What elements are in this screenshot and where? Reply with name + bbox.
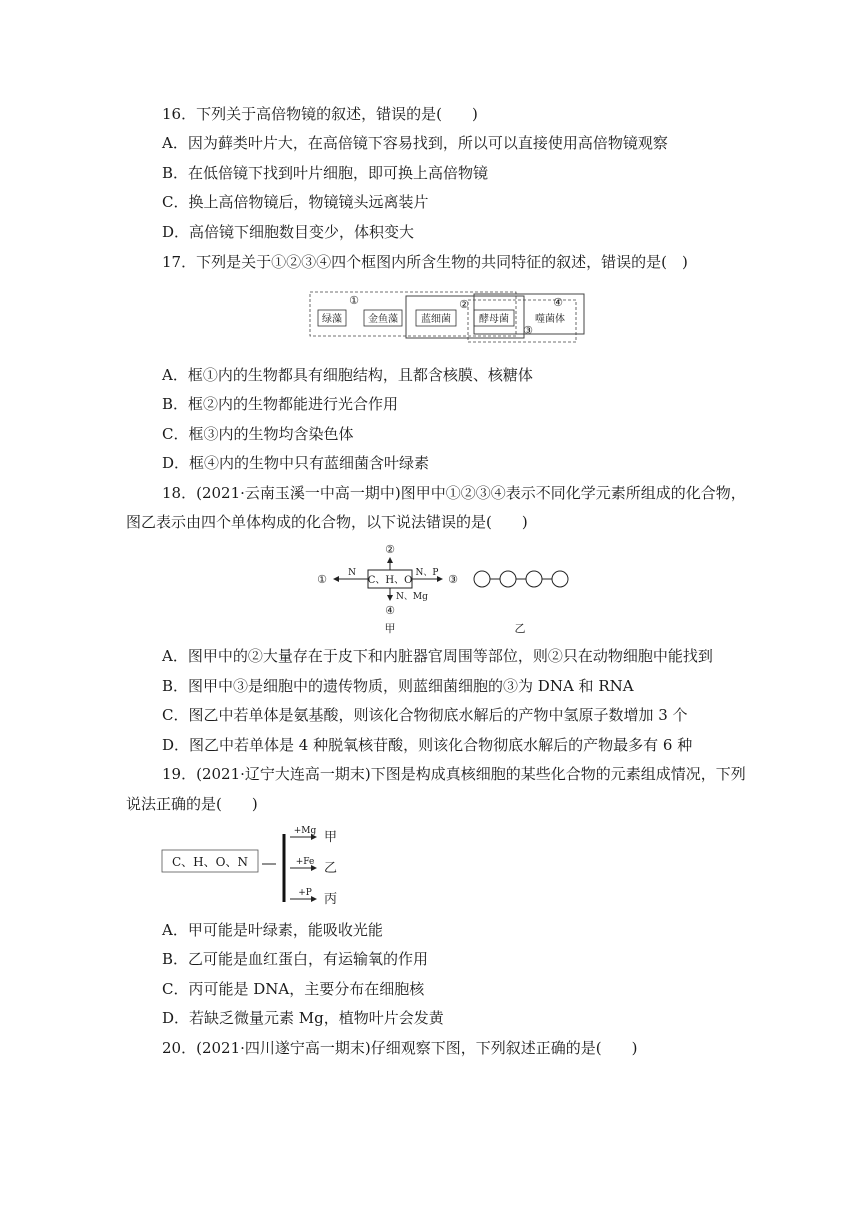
branch-mg: +Mg — [293, 826, 317, 836]
q16-option-c: C．换上高倍物镜后，物镜镜头远离装片 — [162, 193, 429, 211]
q18-stem-line2: 图乙表示由四个单体构成的化合物，以下说法错误的是( ) — [126, 513, 528, 531]
q16-option-d: D．高倍镜下细胞数目变少，体积变大 — [162, 223, 415, 241]
q19-option-d: D．若缺乏微量元素 Mg，植物叶片会发黄 — [162, 1009, 444, 1027]
q19-figure — [160, 820, 360, 912]
q19-stem-line1: 19．(2021·辽宁大连高一期末)下图是构成真核细胞的某些化合物的元素组成情况，下列 — [162, 765, 746, 783]
q18-option-c: C．图乙中若单体是氨基酸，则该化合物彻底水解后的产物中氢原子数增加 3 个 — [162, 706, 688, 724]
q19-stem-line2: 说法正确的是( ) — [126, 795, 258, 813]
q17-option-c: C．框③内的生物均含染色体 — [162, 425, 354, 443]
mark3: ③ — [448, 573, 458, 586]
left-label: N — [348, 568, 356, 578]
mark4: ④ — [385, 604, 395, 617]
q19-option-b: B．乙可能是血红蛋白，有运输氧的作用 — [162, 950, 429, 968]
result-jia: 甲 — [324, 830, 338, 845]
down-label: N、Mg — [396, 592, 428, 602]
q17-venn-figure — [308, 290, 590, 346]
result-yi: 乙 — [324, 861, 338, 876]
mark1: ① — [317, 573, 327, 586]
label-jinyuzao: 金鱼藻 — [368, 314, 398, 325]
q18-option-b: B．图甲中③是细胞中的遗传物质，则蓝细菌细胞的③为 DNA 和 RNA — [162, 677, 634, 695]
element-box-label: C、H、O、N — [172, 855, 248, 869]
center-label: C、H、O — [367, 575, 413, 586]
q19-option-a: A．甲可能是叶绿素，能吸收光能 — [162, 921, 383, 939]
q18-figure — [312, 538, 592, 638]
q19-option-c: C．丙可能是 DNA，主要分布在细胞核 — [162, 980, 425, 998]
q16-option-a: A．因为藓类叶片大，在高倍镜下容易找到，所以可以直接使用高倍物镜观察 — [162, 134, 668, 152]
mark-4: ④ — [553, 296, 563, 309]
label-lanxijun: 蓝细菌 — [421, 314, 451, 325]
q18-option-d: D．图乙中若单体是 4 种脱氧核苷酸，则该化合物彻底水解后的产物最多有 6 种 — [162, 736, 693, 754]
mark-3: ③ — [523, 324, 533, 337]
q17-option-a: A．框①内的生物都具有细胞结构，且都含核膜、核糖体 — [162, 366, 533, 384]
branch-fe: +Fe — [295, 857, 315, 867]
q17-option-d: D．框④内的生物中只有蓝细菌含叶绿素 — [162, 454, 430, 472]
q16-stem: 16．下列关于高倍物镜的叙述，错误的是( ) — [162, 105, 478, 123]
branch-p: +P — [298, 888, 312, 898]
mark2: ② — [385, 543, 395, 556]
caption-yi: 乙 — [514, 622, 526, 635]
caption-jia: 甲 — [384, 622, 396, 635]
q18-option-a: A．图甲中的②大量存在于皮下和内脏器官周围等部位，则②只在动物细胞中能找到 — [162, 647, 713, 665]
q20-stem: 20．(2021·四川遂宁高一期末)仔细观察下图，下列叙述正确的是( ) — [162, 1039, 638, 1057]
result-bing: 丙 — [324, 892, 338, 907]
q18-stem-line1: 18．(2021·云南玉溪一中高一期中)图甲中①②③④表示不同化学元素所组成的化合物， — [162, 484, 746, 502]
label-shijuti: 噬菌体 — [535, 314, 565, 325]
label-lvzao: 绿藻 — [322, 314, 342, 325]
q17-option-b: B．框②内的生物都能进行光合作用 — [162, 395, 399, 413]
right-label: N、P — [415, 568, 439, 578]
monomer-chain — [474, 571, 568, 587]
mark-1: ① — [349, 294, 359, 307]
q17-stem: 17．下列是关于①②③④四个框图内所含生物的共同特征的叙述，错误的是( ) — [162, 253, 688, 271]
label-jiumujun: 酵母菌 — [479, 314, 509, 325]
q16-option-b: B．在低倍镜下找到叶片细胞，即可换上高倍物镜 — [162, 164, 489, 182]
mark-2: ② — [459, 298, 469, 311]
